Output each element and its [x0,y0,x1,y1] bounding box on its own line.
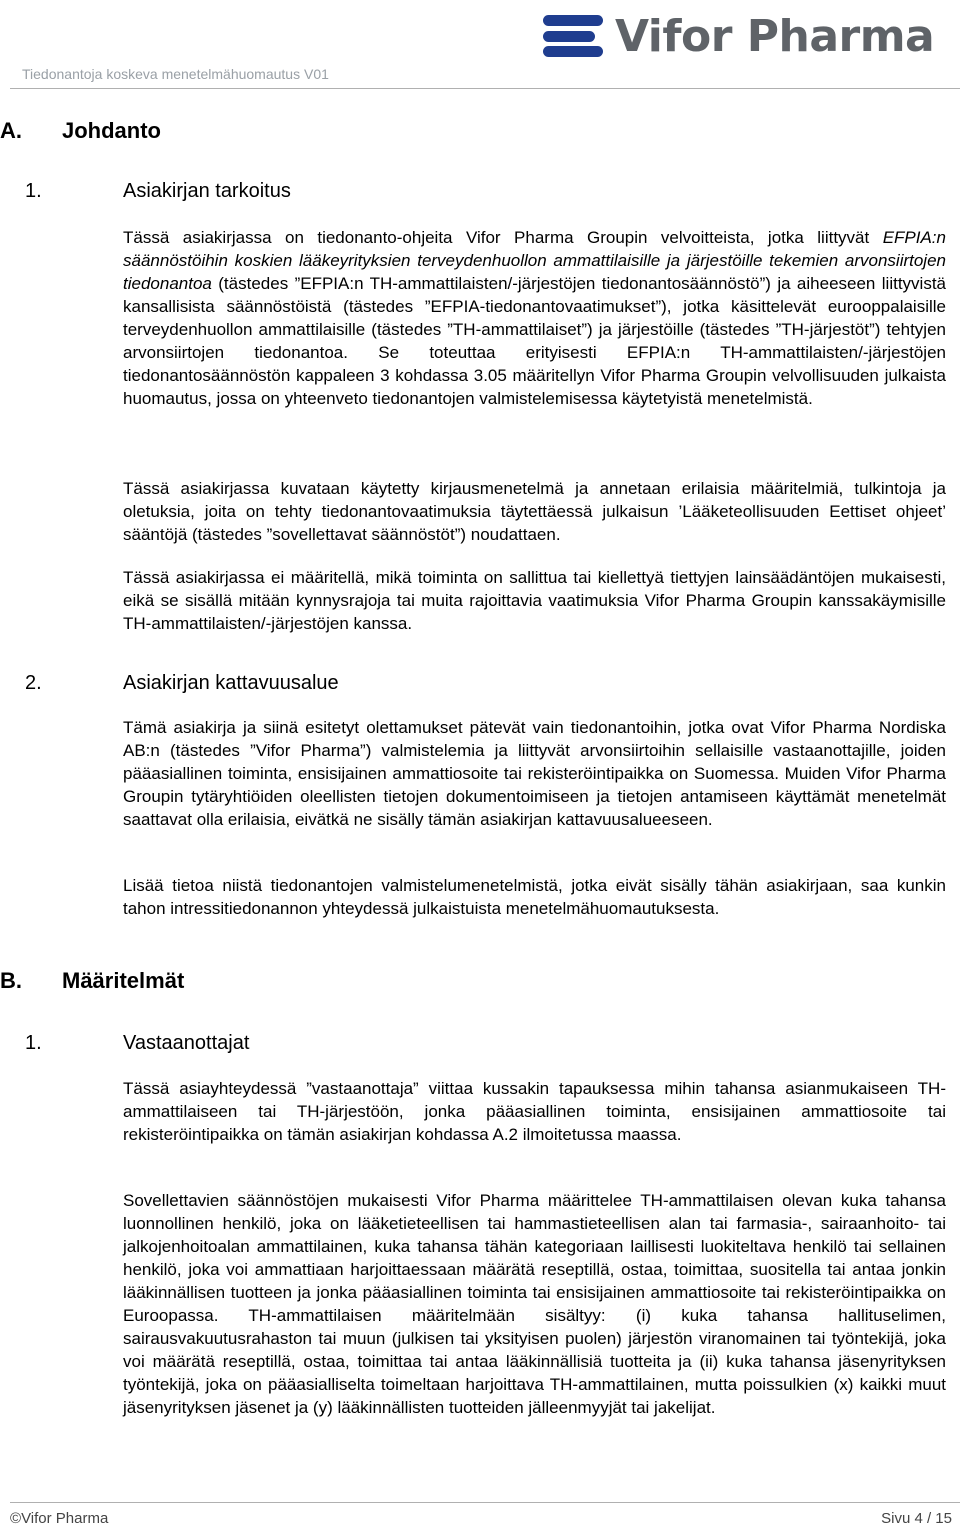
subsection-a2-number: 2. [25,672,42,694]
section-b-title: Määritelmät [62,968,185,993]
page-number: Sivu 4 / 15 [881,1510,952,1527]
paragraph-a1-2: Tässä asiakirjassa kuvataan käytetty kirjausmenetelmä ja annetaan erilaisia määritelmiä, tulkintoja ja oletuksia, joita on tehty tiedonantovaatimuksia täytettäessä julkaisun ’Lääketeollisuuden Eettiset ohjeet’ sääntöjä (tästedes ”sovellettavat säännöstöt”) noudattaen. [123,479,946,544]
paragraph-a1-1-rest: (tästedes ”EFPIA:n TH-ammattilaisten/-järjestöjen tiedonantosäännöstö”) ja aiheeseen liittyvistä kansallisista säännöstöistä (tästedes ”EFPIA-tiedonantovaatimukset”), jotka käsittelevät eurooppalaisille terveydenhuollon ammattilaisille (tästedes ”TH-ammattilaiset”) ja järjestöille (tästedes ”TH-järjestöt”) tehtyjen arvonsiirtojen tiedonantoa. Se toteuttaa erityisesti EFPIA:n TH-ammattilaisten/-järjestöjen tiedonantosäännöstön kappaleen 3 kohdassa 3.05 määritellyn Vifor Pharma Groupin velvollisuuden julkaista huomautus, jossa on yhteenveto tiedonantojen valmistelemisessa käytetyistä menetelmistä. [123,274,946,408]
paragraph-b1-2: Sovellettavien säännöstöjen mukaisesti Vifor Pharma määrittelee TH-ammattilaisen olevan kuka tahansa luonnollinen henkilö, joka on lääketieteellisen tai hammastieteellisen alan tai farmasia-, sairaanhoito- tai jalkojenhoitoalan ammattilainen, kuka tahansa tähän kategoriaan laillisesti luokiteltava henkilö tai sellainen henkilö, joka voi ammattiaan harjoittaessaan määrätä reseptillä, ostaa, toimittaa, suositella tai antaa jonkin lääkinnällisen tuotteen ja jonka pääasiallinen toiminta tai ensisijainen ammattiosoite tai rekisteröintipaikka on Euroopassa. TH-ammattilaisen määritelmään sisältyy: (i) kuka tahansa hallituselimen, sairausvakuutusrahaston tai muun (julkisen tai yksityisen puolen) järjestön viranomainen tai työntekijä, joka voi määrätä reseptillä, ostaa, toimittaa tai antaa lääkinnällisiä tuotteita ja (ii) kuka tahansa jäsenyrityksen työntekijä, joka on pääasialliselta toimeltaan harjoittava TH-ammattilainen, mutta poissulkien (x) kaikki muut jäsenyrityksen jäsenet ja (y) lääkinnällisten tuotteiden jälleenmyyjät tai jakelijat. [123,1191,946,1417]
logo-mark-icon [543,15,603,57]
subsection-a1-number: 1. [25,180,42,202]
subsection-b1-number: 1. [25,1032,42,1054]
footer-divider [10,1502,960,1503]
subsection-a1-title: Asiakirjan tarkoitus [123,180,291,202]
subsection-a2-title: Asiakirjan kattavuusalue [123,672,339,694]
paragraph-a1-3: Tässä asiakirjassa ei määritellä, mikä toiminta on sallittua tai kiellettyä tiettyjen lainsäädäntöjen mukaisesti, eikä se sisällä mitään kynnysrajoja tai muita rajoittavia vaatimuksia Vifor Pharma Groupin kanssakäymisille TH-ammattilaisten/-järjestöjen kanssa. [123,568,946,633]
section-a-title: Johdanto [62,118,161,143]
document-title: Tiedonantoja koskeva menetelmähuomautus V01 [22,66,329,82]
subsection-b1-title: Vastaanottajat [123,1032,250,1054]
section-a-letter: A. [0,118,22,143]
footer-company: Vifor Pharma [21,1510,109,1527]
paragraph-a2-1: Tämä asiakirja ja siinä esitetyt olettamukset pätevät vain tiedonantoihin, jotka ovat Vifor Pharma Nordiska AB:n (tästedes ”Vifor Pharma”) valmistelemia ja liittyvät arvonsiirtoihin sellaisille vastaanottajille, joiden pääasiallinen toiminta, ensisijainen ammattiosoite tai rekisteröintipaikka on Suomessa. Muiden Vifor Pharma Groupin tytäryhtiöiden oleellisten tietojen dokumentoimiseen ja tietojen antamiseen käyttämät menetelmät saattavat olla erilaisia, eivätkä ne sisälly tämän asiakirjan kattavuusalueeseen. [123,718,946,829]
section-b-letter: B. [0,968,22,993]
logo-text: Vifor Pharma [615,10,935,62]
copyright-icon: © [10,1510,22,1527]
paragraph-a1-1-italic: EFPIA:n säännöstöihin koskien lääkeyrityksien terveydenhuollon ammattilaisille ja järjestöille tekemien arvonsiirtojen tiedonantoa [123,228,946,293]
header-divider [10,88,960,89]
paragraph-a1-1 [123,226,946,410]
paragraph-a1-1-plain: Tässä asiakirjassa on tiedonanto-ohjeita Vifor Pharma Groupin velvoitteista, jotka liittyvät [123,228,870,247]
vifor-pharma-logo [543,8,935,64]
footer-copyright [10,1510,108,1527]
paragraph-b1-1: Tässä asiayhteydessä ”vastaanottaja” viittaa kussakin tapauksessa mihin tahansa asianmukaiseen TH-ammattilaiseen tai TH-järjestöön, jonka pääasiallinen toiminta, ensisijainen ammattiosoite tai rekisteröintipaikka on tämän asiakirjan kohdassa A.2 ilmoitetussa maassa. [123,1079,946,1144]
paragraph-a2-2: Lisää tietoa niistä tiedonantojen valmistelumenetelmistä, jotka eivät sisälly tähän asiakirjaan, saa kunkin tahon intressitiedonannon yhteydessä julkaistuista menetelmähuomautuksesta. [123,876,946,918]
